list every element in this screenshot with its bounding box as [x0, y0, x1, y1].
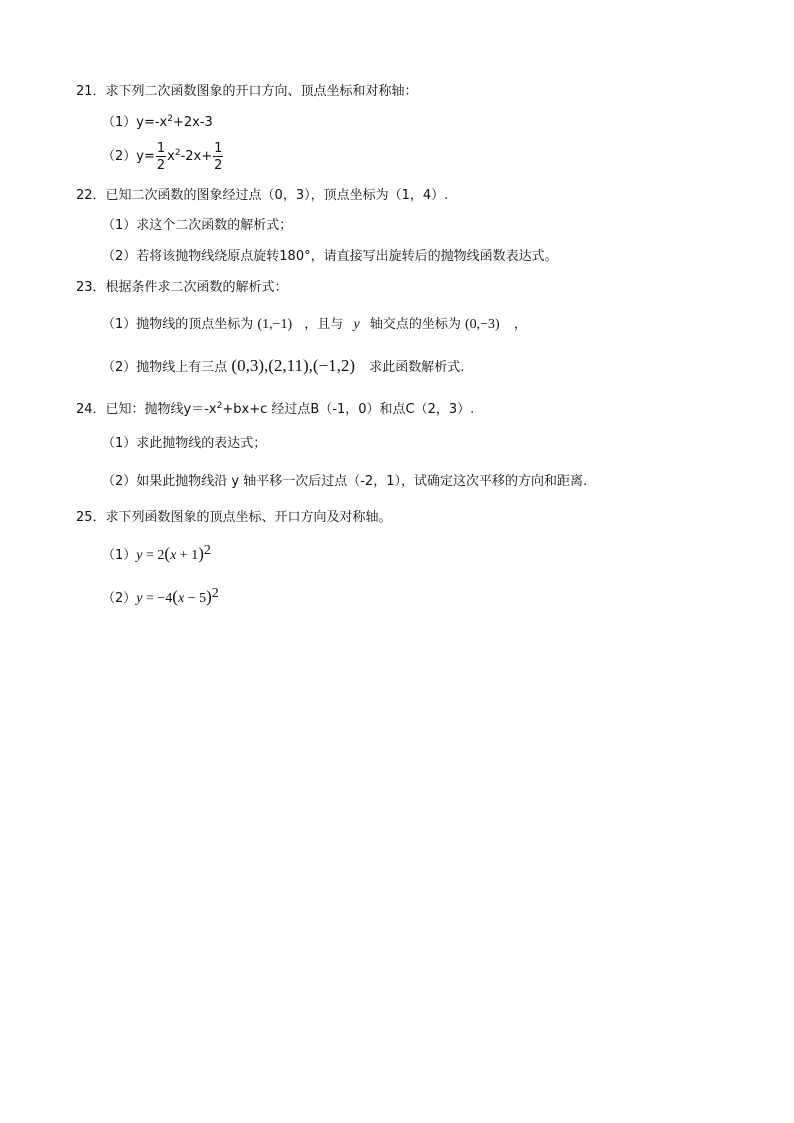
q25-part1-coef: = 2 [142, 548, 165, 563]
q25-part1-y: y [136, 548, 143, 563]
q22-part1: （1）求这个二次函数的解析式； [102, 218, 293, 233]
q25-part1-exponent: 2 [203, 543, 211, 558]
fraction-numerator: 1 [214, 140, 223, 156]
q23-part1-y: y [353, 317, 360, 332]
q23-part2-text-b: 求此函数解析式. [369, 360, 465, 375]
q21-part2-fraction-1 [156, 142, 166, 172]
q24-stem-a: 24．已知：抛物线y＝-x [76, 402, 217, 417]
fraction-numerator: 1 [156, 140, 166, 156]
q23-part1-text-b: ，且与 [304, 317, 344, 332]
q25-part1-rparen: ) [198, 544, 204, 563]
q25-part2-y: y [136, 591, 143, 606]
q25-part1-const: + 1 [176, 548, 199, 563]
q24-stem [76, 401, 474, 419]
q23-part1-text-c: 轴交点的坐标为 [369, 317, 461, 332]
q21-part1-expr-a: y=-x [136, 115, 168, 130]
q23-part1-text-d: ， [513, 317, 527, 332]
q25-part2-rparen: ) [206, 587, 212, 606]
q23-part1-vertex: (1,−1) [257, 317, 293, 332]
q24-part1: （1）求此抛物线的表达式； [102, 436, 267, 451]
q21-part2-y: y= [136, 149, 155, 164]
q21-part1 [102, 114, 213, 132]
q21-part2-exponent: 2 [174, 148, 181, 158]
q24-stem-exponent: 2 [216, 401, 223, 411]
q21-part1-exponent: 2 [167, 114, 173, 124]
q23-part2-text-a: （2）抛物线上有三点 [102, 360, 228, 375]
q24-part2: （2）如果此抛物线沿 y 轴平移一次后过点（-2，1），试确定这次平移的方向和距离. [102, 474, 588, 489]
q24-stem-b: +bx+c 经过点B（-1，0）和点C（2，3）. [222, 402, 475, 417]
q23-part1-text-a: （1）抛物线的顶点坐标为 [102, 317, 254, 332]
q25-part2 [102, 588, 219, 608]
q23-part2-points: (0,3),(2,11),(−1,2) [231, 356, 356, 375]
q21-part2-x: x [167, 149, 175, 164]
q21-part1-expr-b: +2x-3 [173, 115, 213, 130]
q21-part1-label: （1） [102, 115, 137, 130]
q25-part1-x: x [170, 548, 177, 563]
q21-stem: 21．求下列二次函数图象的开口方向、顶点坐标和对称轴： [76, 84, 418, 99]
q25-part2-const: − 5 [184, 591, 207, 606]
q25-part1-label: （1） [102, 548, 137, 563]
q25-part2-exponent: 2 [211, 586, 219, 601]
fraction-denominator: 2 [214, 157, 223, 173]
q25-part2-x: x [177, 591, 185, 606]
q25-part1 [102, 545, 211, 565]
q25-part2-coef: = −4 [142, 591, 173, 606]
q22-stem: 22．已知二次函数的图象经过点（0，3），顶点坐标为（1，4）. [76, 188, 449, 203]
q25-part1-lparen: ( [164, 544, 171, 563]
q21-part2 [102, 140, 224, 174]
q21-part2-fraction-2 [213, 142, 223, 172]
q23-part2 [102, 357, 464, 377]
q25-stem: 25．求下列函数图象的顶点坐标、开口方向及对称轴。 [76, 510, 392, 525]
q21-part2-label: （2） [102, 149, 137, 164]
q23-part1-intercept: (0,−3) [464, 317, 500, 332]
q25-part2-lparen: ( [172, 587, 178, 606]
q23-stem: 23．根据条件求二次函数的解析式： [76, 280, 288, 295]
q25-part2-label: （2） [102, 591, 137, 606]
q21-part2-mid: -2x+ [180, 149, 213, 164]
q23-part1 [102, 316, 527, 334]
q22-part2: （2）若将该抛物线绕原点旋转180°，请直接写出旋转后的抛物线函数表达式。 [102, 249, 558, 264]
fraction-denominator: 2 [156, 157, 166, 173]
